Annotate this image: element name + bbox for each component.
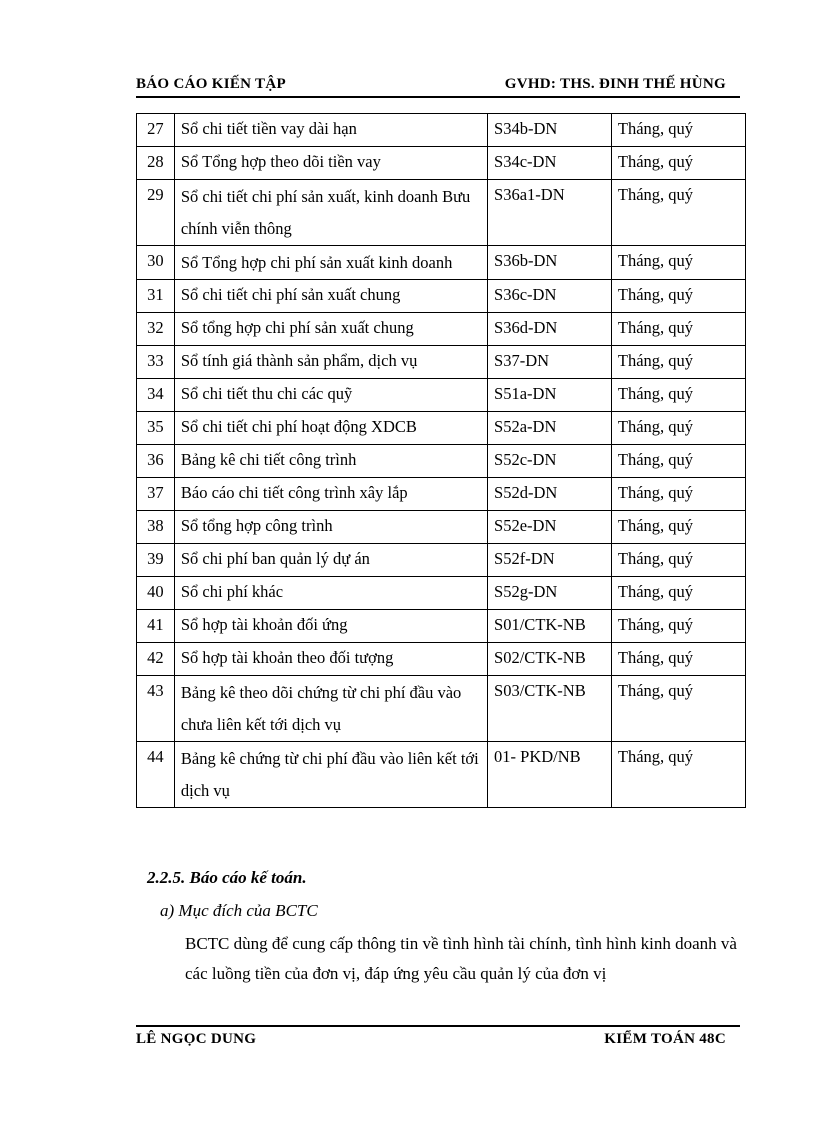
ledger-name: Sổ chi tiết chi phí hoạt động XDCB	[174, 412, 487, 445]
ledger-table	[136, 113, 746, 808]
footer-class: KIỂM TOÁN 48C	[604, 1031, 726, 1047]
form-code: S52g-DN	[488, 577, 612, 610]
report-frequency: Tháng, quý	[611, 114, 745, 147]
form-code: S37-DN	[488, 346, 612, 379]
report-frequency: Tháng, quý	[611, 246, 745, 280]
report-frequency: Tháng, quý	[611, 313, 745, 346]
ledger-name: Sổ tổng hợp công trình	[174, 511, 487, 544]
ledger-name: Sổ chi phí ban quản lý dự án	[174, 544, 487, 577]
report-frequency: Tháng, quý	[611, 643, 745, 676]
report-frequency: Tháng, quý	[611, 544, 745, 577]
form-code: 01- PKD/NB	[488, 742, 612, 808]
table-row	[137, 313, 746, 346]
form-code: S34c-DN	[488, 147, 612, 180]
row-number: 39	[137, 544, 175, 577]
table-row	[137, 511, 746, 544]
report-frequency: Tháng, quý	[611, 742, 745, 808]
ledger-name: Báo cáo chi tiết công trình xây lắp	[174, 478, 487, 511]
header-instructor: GVHD: THS. ĐINH THẾ HÙNG	[504, 76, 726, 92]
form-code: S51a-DN	[488, 379, 612, 412]
row-number: 41	[137, 610, 175, 643]
report-frequency: Tháng, quý	[611, 147, 745, 180]
ledger-name: Sổ tổng hợp chi phí sản xuất chung	[174, 313, 487, 346]
ledger-name: Sổ Tổng hợp theo dõi tiền vay	[174, 147, 487, 180]
report-frequency: Tháng, quý	[611, 478, 745, 511]
form-code: S52c-DN	[488, 445, 612, 478]
header-report-title: BÁO CÁO KIẾN TẬP	[136, 76, 286, 92]
form-code: S36c-DN	[488, 280, 612, 313]
table-row	[137, 346, 746, 379]
row-number: 38	[137, 511, 175, 544]
table-row	[137, 742, 746, 808]
ledger-name: Sổ chi tiết tiền vay dài hạn	[174, 114, 487, 147]
table-row	[137, 643, 746, 676]
page-footer	[136, 1025, 740, 1049]
table-row	[137, 577, 746, 610]
ledger-name: Sổ Tổng hợp chi phí sản xuất kinh doanh	[174, 246, 487, 280]
body-paragraph: BCTC dùng để cung cấp thông tin về tình hình tài chính, tình hình kinh doanh và các luồng tiền của đơn vị, đáp ứng yêu cầu quản lý của đơn vị	[185, 934, 737, 983]
form-code: S52e-DN	[488, 511, 612, 544]
row-number: 37	[137, 478, 175, 511]
ledger-name: Bảng kê chứng từ chi phí đầu vào liên kết tới dịch vụ	[174, 742, 487, 808]
row-number: 33	[137, 346, 175, 379]
table-row	[137, 180, 746, 246]
table-row	[137, 478, 746, 511]
row-number: 29	[137, 180, 175, 246]
row-number: 44	[137, 742, 175, 808]
form-code: S52d-DN	[488, 478, 612, 511]
section-heading: 2.2.5. Báo cáo kế toán.	[147, 868, 307, 887]
footer-author: LÊ NGỌC DUNG	[136, 1031, 257, 1047]
ledger-name: Sổ hợp tài khoản theo đối tượng	[174, 643, 487, 676]
ledger-name: Sổ chi tiết thu chi các quỹ	[174, 379, 487, 412]
ledger-name: Bảng kê chi tiết công trình	[174, 445, 487, 478]
subsection-heading: a) Mục đích của BCTC	[160, 901, 318, 920]
row-number: 42	[137, 643, 175, 676]
table-row	[137, 412, 746, 445]
report-frequency: Tháng, quý	[611, 280, 745, 313]
row-number: 30	[137, 246, 175, 280]
row-number: 31	[137, 280, 175, 313]
row-number: 36	[137, 445, 175, 478]
table-row	[137, 445, 746, 478]
form-code: S52a-DN	[488, 412, 612, 445]
report-frequency: Tháng, quý	[611, 379, 745, 412]
form-code: S52f-DN	[488, 544, 612, 577]
table-row	[137, 114, 746, 147]
table-row	[137, 147, 746, 180]
report-frequency: Tháng, quý	[611, 180, 745, 246]
report-frequency: Tháng, quý	[611, 445, 745, 478]
report-frequency: Tháng, quý	[611, 577, 745, 610]
form-code: S03/CTK-NB	[488, 676, 612, 742]
ledger-name: Sổ tính giá thành sản phẩm, dịch vụ	[174, 346, 487, 379]
report-frequency: Tháng, quý	[611, 346, 745, 379]
row-number: 32	[137, 313, 175, 346]
ledger-name: Bảng kê theo dõi chứng từ chi phí đầu vào chưa liên kết tới dịch vụ	[174, 676, 487, 742]
table-row	[137, 610, 746, 643]
form-code: S34b-DN	[488, 114, 612, 147]
report-frequency: Tháng, quý	[611, 511, 745, 544]
ledger-name: Sổ chi tiết chi phí sản xuất chung	[174, 280, 487, 313]
row-number: 35	[137, 412, 175, 445]
ledger-name: Sổ chi tiết chi phí sản xuất, kinh doanh Bưu chính viễn thông	[174, 180, 487, 246]
report-frequency: Tháng, quý	[611, 412, 745, 445]
form-code: S02/CTK-NB	[488, 643, 612, 676]
form-code: S01/CTK-NB	[488, 610, 612, 643]
report-frequency: Tháng, quý	[611, 610, 745, 643]
form-code: S36a1-DN	[488, 180, 612, 246]
table-row	[137, 280, 746, 313]
ledger-name: Sổ hợp tài khoản đối ứng	[174, 610, 487, 643]
ledger-name: Sổ chi phí khác	[174, 577, 487, 610]
table-row	[137, 379, 746, 412]
form-code: S36b-DN	[488, 246, 612, 280]
report-frequency: Tháng, quý	[611, 676, 745, 742]
row-number: 27	[137, 114, 175, 147]
table-row	[137, 676, 746, 742]
table-row	[137, 544, 746, 577]
row-number: 28	[137, 147, 175, 180]
row-number: 40	[137, 577, 175, 610]
row-number: 34	[137, 379, 175, 412]
form-code: S36d-DN	[488, 313, 612, 346]
page-header	[136, 76, 740, 98]
row-number: 43	[137, 676, 175, 742]
table-row	[137, 246, 746, 280]
